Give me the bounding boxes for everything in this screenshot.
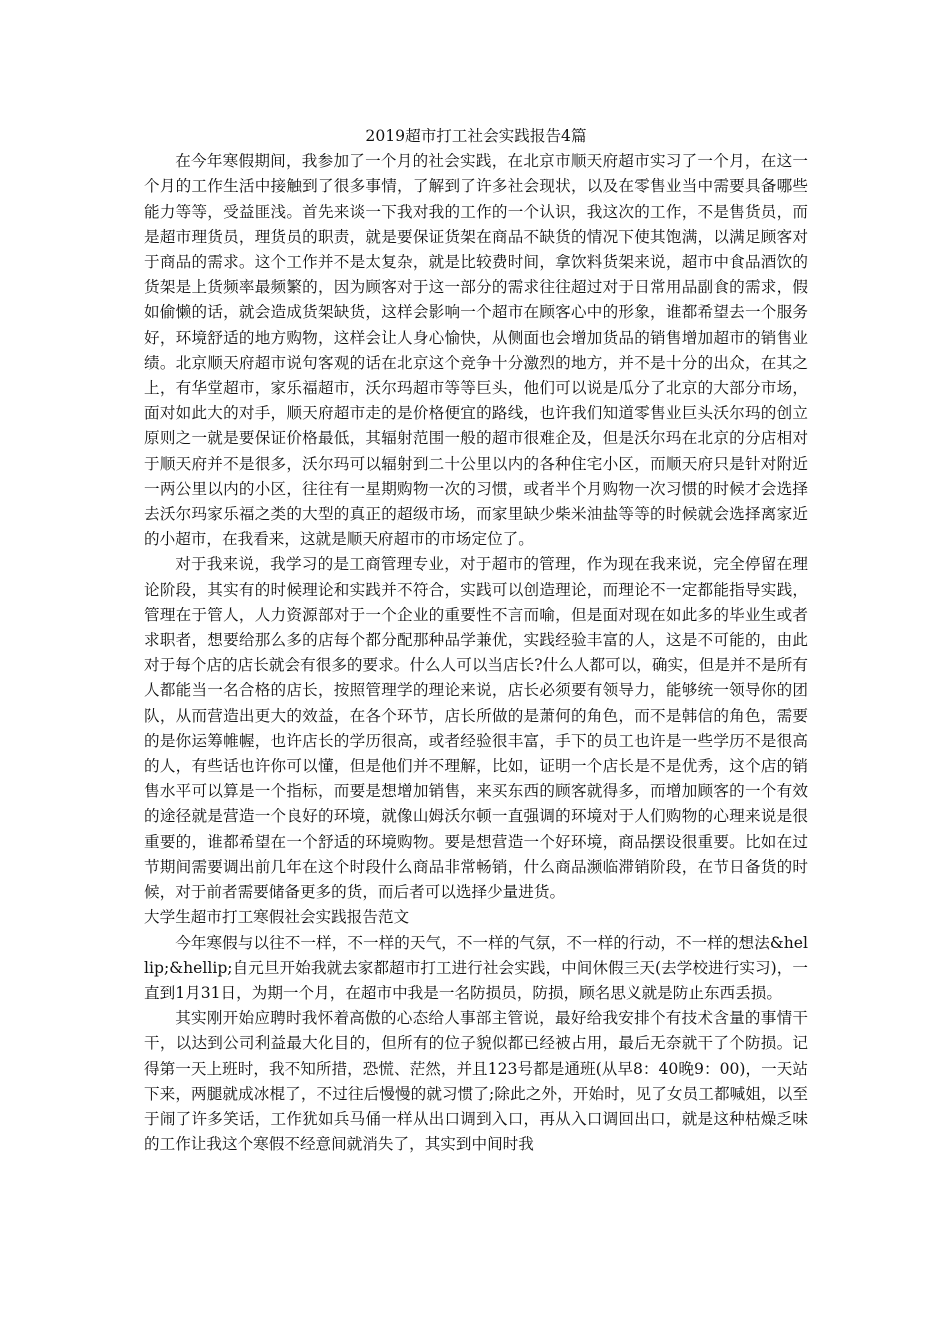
paragraph-3: 今年寒假与以往不一样，不一样的天气，不一样的气氛，不一样的行动，不一样的想法&hellip;&hellip;自元旦开始我就去家都超市打工进行社会实践，中间休假三天(去学校进行实习)，一直到1月31日，为期一个月，在超市中我是一名防损员，防损，顾名思义就是防止东西丢损。 xyxy=(144,933,808,1002)
document-body xyxy=(144,124,808,1157)
document-title: 2019超市打工社会实践报告4篇 xyxy=(365,127,587,145)
paragraph-2: 对于我来说，我学习的是工商管理专业，对于超市的管理，作为现在我来说，完全停留在理论阶段，其实有的时候理论和实践并不符合，实践可以创造理论，而理论不一定都能指导实践，管理在于管人，人力资源部对于一个企业的重要性不言而喻，但是面对现在如此多的毕业生或者求职者，想要给那么多的店每个都分配那种品学兼优，实践经验丰富的人，这是不可能的，由此对于每个店的店长就会有很多的要求。什么人可以当店长?什么人都可以，确实，但是并不是所有人都能当一名合格的店长，按照管理学的理论来说，店长必须要有领导力，能够统一领导你的团队，从而营造出更大的效益，在各个环节，店长所做的是萧何的角色，而不是韩信的角色，需要的是你运筹帷幄，也许店长的学历很高，或者经验很丰富，手下的员工也许是一些学历不是很高的人，有些话也许你可以懂，但是他们并不理解，比如，证明一个店长是不是优秀，这个店的销售水平可以算是一个指标，而要是想增加销售，来买东西的顾客就得多，而增加顾客的一个有效的途径就是营造一个良好的环境，就像山姆沃尔顿一直强调的环境对于人们购物的心理来说是很重要的，谁都希望在一个舒适的环境购物。要是想营造一个好环境，商品摆设很重要。比如在过节期间需要调出前几年在这个时段什么商品非常畅销，什么商品濒临滞销阶段，在节日备货的时候，对于前者需要储备更多的货，而后者可以选择少量进货。 xyxy=(144,555,808,902)
paragraph-4: 其实刚开始应聘时我怀着高傲的心态给人事部主管说，最好给我安排个有技术含量的事情干干，以达到公司利益最大化目的，但所有的位子貌似都已经被占用，最后无奈就干了个防损。记得第一天上班时，我不知所措，恐慌、茫然，并且123号都是通班(从早8：40晚9：00)，一天站下来，两腿就成冰棍了，不过往后慢慢的就习惯了;除此之外，开始时，见了女员工都喊姐，以至于闹了许多笑话，工作犹如兵马俑一样从出口调到入口，再从入口调回出口，就是这种枯燥乏味的工作让我这个寒假不经意间就消失了，其实到中间时我 xyxy=(144,1009,808,1154)
section-heading: 大学生超市打工寒假社会实践报告范文 xyxy=(144,908,410,927)
paragraph-1: 在今年寒假期间，我参加了一个月的社会实践，在北京市顺天府超市实习了一个月，在这一个月的工作生活中接触到了很多事情，了解到了许多社会现状，以及在零售业当中需要具备哪些能力等等，受益匪浅。首先来谈一下我对我的工作的一个认识，我这次的工作，不是售货员，而是超市理货员，理货员的职责，就是要保证货架在商品不缺货的情况下使其饱满，以满足顾客对于商品的需求。这个工作并不是太复杂，就是比较费时间，拿饮料货架来说，超市中食品酒饮的货架是上货频率最频繁的，因为顾客对于这一部分的需求往往超过对于日常用品副食的需求，假如偷懒的话，就会造成货架缺货，这样会影响一个超市在顾客心中的形象，谁都希望去一个服务好，环境舒适的地方购物，这样会让人身心愉快，从侧面也会增加货品的销售增加超市的销售业绩。北京顺天府超市说句客观的话在北京这个竞争十分激烈的地方，并不是十分的出众，在其之上，有华堂超市，家乐福超市，沃尔玛超市等等巨头，他们可以说是瓜分了北京的大部分市场，面对如此大的对手，顺天府超市走的是价格便宜的路线，也许我们知道零售业巨头沃尔玛的创立原则之一就是要保证价格最低，其辐射范围一般的超市很难企及，但是沃尔玛在北京的分店相对于顺天府并不是很多，沃尔玛可以辐射到二十公里以内的各种住宅小区，而顺天府只是针对附近一两公里以内的小区，往往有一星期购物一次的习惯，或者半个月购物一次习惯的时候才会选择去沃尔玛家乐福之类的大型的真正的超级市场，而家里缺少柴米油盐等等的时候就会选择离家近的小超市，在我看来，这就是顺天府超市的市场定位了。 xyxy=(144,152,808,549)
